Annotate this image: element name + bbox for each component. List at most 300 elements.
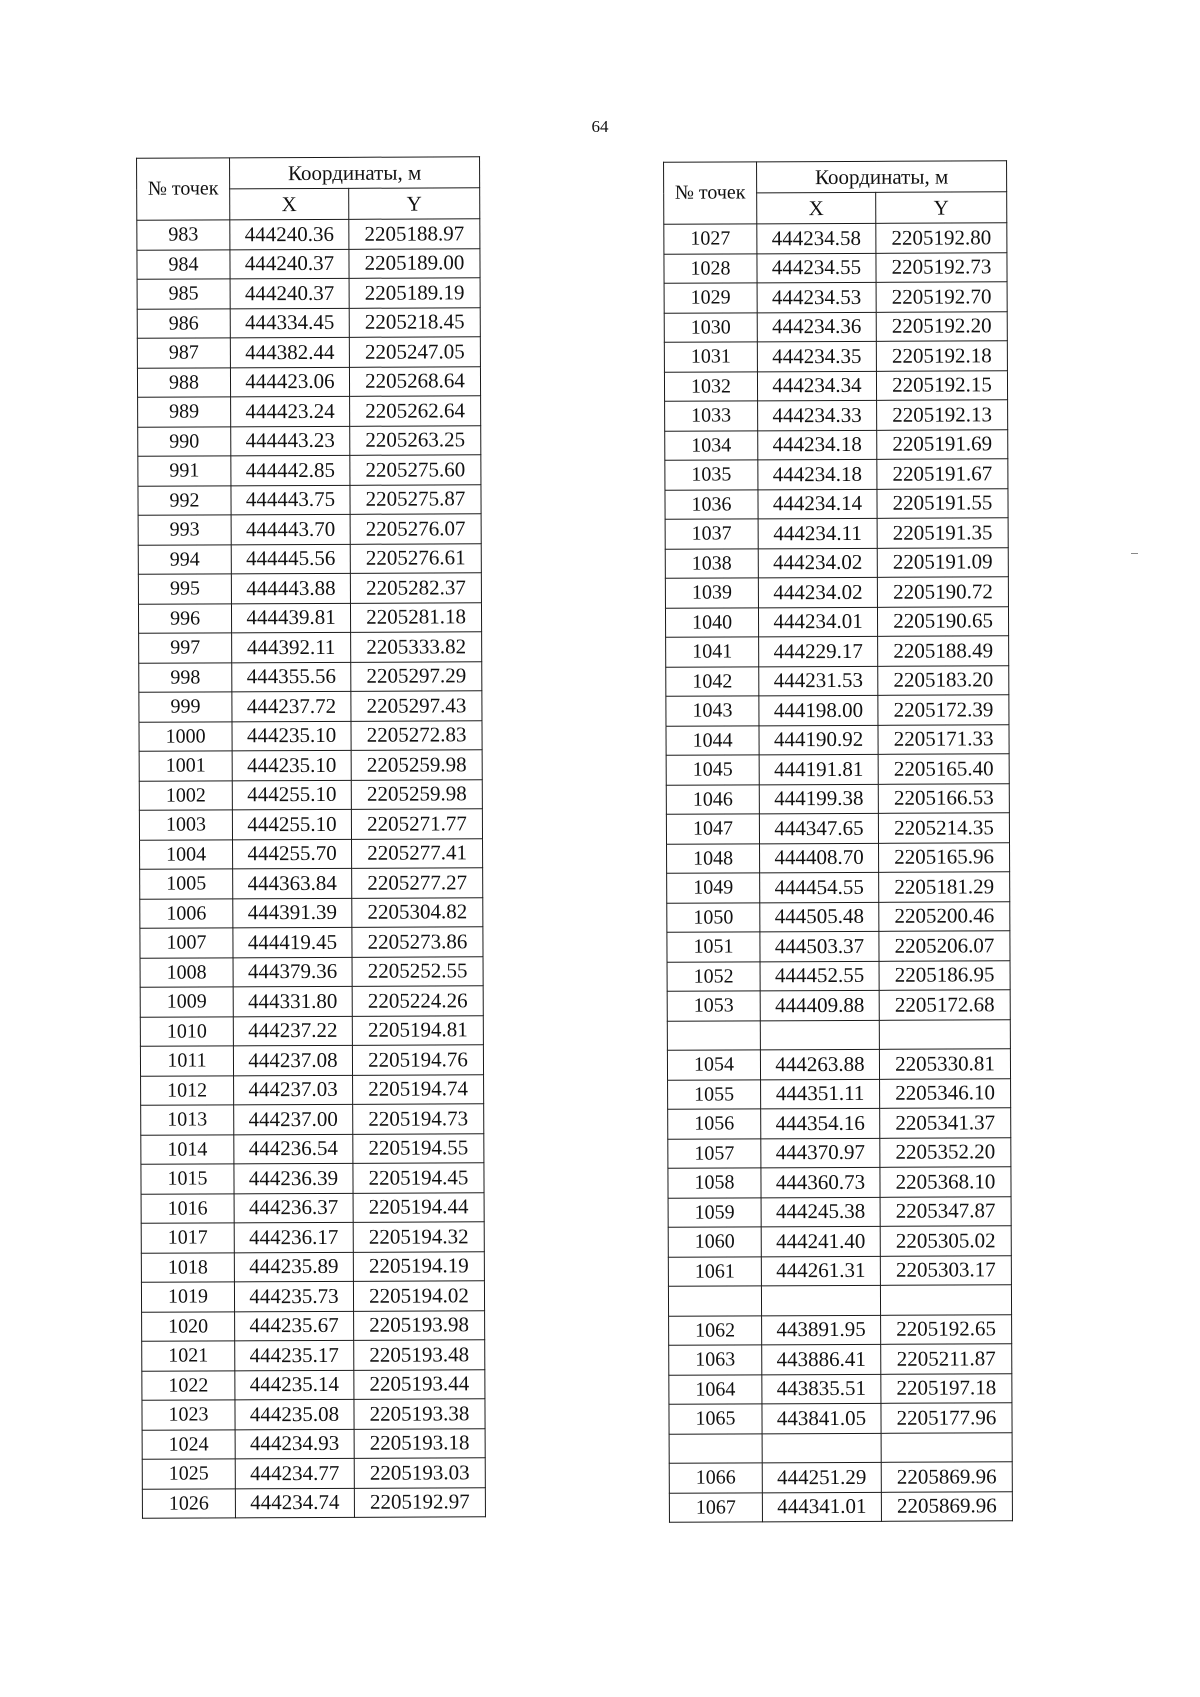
x-coordinate-cell: 444234.93 — [235, 1429, 354, 1459]
x-coordinate-cell: 444236.17 — [234, 1222, 353, 1252]
x-coordinate-cell — [762, 1433, 881, 1463]
table-row — [664, 252, 1007, 283]
y-coordinate-cell: 2205224.26 — [352, 986, 483, 1016]
y-coordinate-cell: 2205191.69 — [877, 429, 1008, 459]
point-number-cell: 986 — [137, 308, 230, 338]
y-coordinate-cell: 2205277.27 — [352, 868, 483, 898]
point-number-cell: 1056 — [668, 1109, 761, 1139]
point-number-cell: 984 — [137, 249, 230, 279]
point-number-cell: 1057 — [668, 1138, 761, 1168]
point-number-cell: 1047 — [666, 814, 759, 844]
table-row — [137, 248, 480, 279]
y-coordinate-cell: 2205297.29 — [351, 661, 482, 691]
point-number-cell: 1048 — [667, 843, 760, 873]
y-coordinate-cell: 2205197.18 — [881, 1373, 1012, 1403]
table-row — [664, 311, 1007, 342]
y-coordinate-cell: 2205191.55 — [877, 488, 1008, 518]
x-coordinate-cell: 444443.23 — [231, 426, 350, 456]
x-coordinate-cell: 444241.40 — [761, 1226, 880, 1256]
scan-speck — [1131, 553, 1138, 554]
table-row — [139, 750, 482, 781]
x-coordinate-cell: 444235.89 — [234, 1252, 353, 1282]
table-row — [666, 724, 1009, 755]
table-row — [142, 1487, 485, 1518]
table-row — [137, 337, 480, 368]
y-coordinate-cell: 2205192.20 — [876, 311, 1007, 341]
point-number-cell: 1045 — [666, 755, 759, 785]
x-coordinate-cell: 444237.03 — [234, 1075, 353, 1105]
x-coordinate-cell: 444236.37 — [234, 1193, 353, 1223]
table-row — [142, 1369, 485, 1400]
x-coordinate-cell: 444423.06 — [230, 367, 349, 397]
table-row — [664, 223, 1007, 254]
y-coordinate-cell: 2205194.02 — [353, 1281, 484, 1311]
y-coordinate-cell: 2205869.96 — [881, 1462, 1012, 1492]
table-row — [667, 960, 1010, 991]
table-row — [140, 1045, 483, 1076]
table-row — [669, 1462, 1012, 1493]
point-number-cell: 1018 — [141, 1252, 234, 1282]
x-coordinate-cell: 444235.17 — [235, 1340, 354, 1370]
point-number-cell: 1049 — [667, 873, 760, 903]
y-coordinate-cell: 2205181.29 — [879, 872, 1010, 902]
table-row — [668, 1078, 1011, 1109]
y-coordinate-cell: 2205188.49 — [878, 636, 1009, 666]
x-coordinate-cell: 444234.11 — [758, 518, 877, 548]
y-coordinate-cell: 2205191.67 — [877, 459, 1008, 489]
x-coordinate-cell: 444237.08 — [233, 1045, 352, 1075]
point-number-cell: 1051 — [667, 932, 760, 962]
y-coordinate-cell: 2205192.13 — [877, 400, 1008, 430]
page-number: 64 — [591, 117, 609, 136]
y-coordinate-cell: 2205305.02 — [880, 1226, 1011, 1256]
table-row — [141, 1163, 484, 1194]
table-row — [138, 573, 481, 604]
x-coordinate-cell: 444454.55 — [760, 872, 879, 902]
table-row — [665, 547, 1008, 578]
x-coordinate-cell: 444382.44 — [230, 337, 349, 367]
y-coordinate-cell: 2205165.40 — [878, 754, 1009, 784]
table-row — [137, 307, 480, 338]
point-number-cell: 997 — [139, 633, 232, 663]
y-coordinate-cell — [880, 1285, 1011, 1315]
y-coordinate-cell: 2205194.81 — [352, 1015, 483, 1045]
table-row — [138, 396, 481, 427]
table-row — [137, 366, 480, 397]
x-coordinate-cell: 444347.65 — [759, 813, 878, 843]
x-coordinate-cell: 444240.36 — [230, 219, 349, 249]
point-number-cell: 1022 — [142, 1370, 235, 1400]
point-number-cell: 1014 — [141, 1134, 234, 1164]
y-coordinate-cell: 2205275.60 — [350, 455, 481, 485]
x-coordinate-cell: 444255.70 — [233, 839, 352, 869]
y-coordinate-cell: 2205276.07 — [350, 514, 481, 544]
point-number-cell: 1000 — [139, 721, 232, 751]
y-coordinate-cell: 2205186.95 — [879, 960, 1010, 990]
table-row — [139, 720, 482, 751]
point-number-header: № точек — [137, 158, 230, 220]
y-coordinate-cell: 2205263.25 — [350, 425, 481, 455]
point-number-cell: 988 — [137, 367, 230, 397]
x-coordinate-cell: 444237.22 — [233, 1016, 352, 1046]
point-number-cell: 1024 — [142, 1429, 235, 1459]
y-coordinate-cell: 2205192.70 — [876, 282, 1007, 312]
table-row — [667, 901, 1010, 932]
x-coordinate-cell: 444363.84 — [233, 868, 352, 898]
point-number-cell: 1046 — [666, 784, 759, 814]
point-number-cell: 1035 — [665, 460, 758, 490]
table-row — [141, 1133, 484, 1164]
table-row — [666, 636, 1009, 667]
table-row — [138, 425, 481, 456]
table-row — [141, 1222, 484, 1253]
y-coordinate-cell — [881, 1432, 1012, 1462]
point-number-cell: 1054 — [667, 1050, 760, 1080]
point-number-cell: 1021 — [142, 1341, 235, 1371]
x-coordinate-cell: 444235.10 — [232, 721, 351, 751]
point-number-cell: 1019 — [141, 1282, 234, 1312]
y-coordinate-cell: 2205368.10 — [880, 1167, 1011, 1197]
point-number-cell: 1029 — [664, 283, 757, 313]
table-row — [140, 1015, 483, 1046]
y-coordinate-cell: 2205194.45 — [353, 1163, 484, 1193]
point-number-cell: 1015 — [141, 1164, 234, 1194]
point-number-cell: 1034 — [665, 430, 758, 460]
y-coordinate-cell: 2205194.55 — [353, 1133, 484, 1163]
x-coordinate-cell: 444452.55 — [760, 961, 879, 991]
table-row — [140, 838, 483, 869]
y-coordinate-cell: 2205193.48 — [354, 1340, 485, 1370]
point-number-cell: 985 — [137, 279, 230, 309]
table-row — [139, 779, 482, 810]
y-coordinate-cell: 2205200.46 — [879, 901, 1010, 931]
point-number-cell: 1026 — [142, 1488, 235, 1518]
point-number-cell — [669, 1433, 762, 1463]
table-row — [138, 514, 481, 545]
x-coordinate-cell: 443886.41 — [762, 1344, 881, 1374]
y-coordinate-cell: 2205192.97 — [354, 1487, 485, 1517]
table-row — [667, 872, 1010, 903]
x-coordinate-cell: 444234.53 — [757, 282, 876, 312]
y-coordinate-cell: 2205252.55 — [352, 956, 483, 986]
point-number-cell: 1005 — [140, 869, 233, 899]
table-row — [664, 282, 1007, 313]
point-number-cell: 1043 — [666, 696, 759, 726]
table-row — [140, 927, 483, 958]
x-coordinate-cell: 444234.33 — [758, 400, 877, 430]
point-number-cell: 1067 — [669, 1492, 762, 1522]
table-row — [669, 1373, 1012, 1404]
table-row — [668, 1108, 1011, 1139]
point-number-cell: 991 — [138, 456, 231, 486]
x-coordinate-cell: 444263.88 — [760, 1049, 879, 1079]
x-coordinate-cell: 444255.10 — [232, 780, 351, 810]
y-coordinate-cell: 2205188.97 — [349, 219, 480, 249]
y-coordinate-cell: 2205211.87 — [881, 1344, 1012, 1374]
x-coordinate-cell: 444234.77 — [235, 1458, 354, 1488]
x-coordinate-cell: 444234.14 — [758, 489, 877, 519]
point-number-cell: 989 — [138, 397, 231, 427]
table-row — [142, 1340, 485, 1371]
x-coordinate-cell: 444341.01 — [762, 1492, 881, 1522]
x-coordinate-cell: 444236.54 — [234, 1134, 353, 1164]
y-coordinate-cell: 2205194.76 — [352, 1045, 483, 1075]
x-header: X — [757, 192, 876, 224]
point-number-cell: 1002 — [139, 780, 232, 810]
point-number-cell: 1006 — [140, 898, 233, 928]
y-coordinate-cell: 2205346.10 — [880, 1078, 1011, 1108]
x-coordinate-cell: 444229.17 — [759, 636, 878, 666]
table-row — [137, 278, 480, 309]
table-body — [664, 223, 1013, 1522]
x-coordinate-cell: 444423.24 — [231, 396, 350, 426]
point-number-cell — [667, 1020, 760, 1050]
point-number-cell: 1041 — [666, 637, 759, 667]
point-number-cell: 1036 — [665, 489, 758, 519]
y-coordinate-cell: 2205352.20 — [880, 1137, 1011, 1167]
point-number-cell: 1012 — [141, 1075, 234, 1105]
point-number-cell: 1040 — [665, 607, 758, 637]
x-coordinate-cell: 444234.55 — [757, 253, 876, 283]
point-number-cell: 1028 — [664, 253, 757, 283]
y-coordinate-cell: 2205194.73 — [353, 1104, 484, 1134]
x-coordinate-cell: 444240.37 — [230, 278, 349, 308]
y-coordinate-cell: 2205183.20 — [878, 665, 1009, 695]
y-coordinate-cell: 2205193.38 — [354, 1399, 485, 1429]
y-coordinate-cell: 2205193.18 — [354, 1428, 485, 1458]
point-number-cell: 1033 — [665, 401, 758, 431]
point-number-cell: 1060 — [668, 1227, 761, 1257]
x-coordinate-cell: 443835.51 — [762, 1374, 881, 1404]
x-coordinate-cell: 444191.81 — [759, 754, 878, 784]
y-coordinate-cell: 2205277.41 — [352, 838, 483, 868]
y-coordinate-cell: 2205259.98 — [351, 750, 482, 780]
point-number-cell: 1052 — [667, 961, 760, 991]
table-row — [142, 1428, 485, 1459]
point-number-cell: 1042 — [666, 666, 759, 696]
y-header: Y — [349, 188, 480, 220]
x-coordinate-cell: 444443.75 — [231, 485, 350, 515]
point-number-cell: 1031 — [664, 342, 757, 372]
point-number-cell: 1053 — [667, 991, 760, 1021]
x-coordinate-cell: 444237.72 — [232, 691, 351, 721]
point-number-cell: 1020 — [142, 1311, 235, 1341]
x-coordinate-cell: 443841.05 — [762, 1403, 881, 1433]
y-coordinate-cell: 2205192.15 — [876, 370, 1007, 400]
y-coordinate-cell: 2205341.37 — [880, 1108, 1011, 1138]
x-coordinate-cell: 444234.34 — [757, 371, 876, 401]
y-coordinate-cell: 2205330.81 — [879, 1049, 1010, 1079]
x-coordinate-cell: 444503.37 — [760, 931, 879, 961]
point-number-cell: 1061 — [668, 1256, 761, 1286]
y-coordinate-cell: 2205272.83 — [351, 720, 482, 750]
x-coordinate-cell: 444234.58 — [757, 223, 876, 253]
x-coordinate-cell: 444234.18 — [758, 459, 877, 489]
x-coordinate-cell: 444439.81 — [231, 603, 350, 633]
y-coordinate-cell: 2205189.00 — [349, 248, 480, 278]
y-coordinate-cell: 2205276.61 — [350, 543, 481, 573]
table-row — [667, 842, 1010, 873]
x-coordinate-cell: 444235.08 — [235, 1399, 354, 1429]
point-number-cell: 987 — [137, 338, 230, 368]
table-row — [669, 1432, 1012, 1463]
x-coordinate-cell: 444379.36 — [233, 957, 352, 987]
x-coordinate-cell: 444505.48 — [760, 902, 879, 932]
point-number-cell: 995 — [138, 574, 231, 604]
point-number-cell: 990 — [138, 426, 231, 456]
x-coordinate-cell: 444443.88 — [231, 573, 350, 603]
point-number-cell: 998 — [139, 662, 232, 692]
x-coordinate-cell: 444198.00 — [759, 695, 878, 725]
table-row — [668, 1137, 1011, 1168]
table-row — [141, 1281, 484, 1312]
point-number-cell: 1009 — [140, 987, 233, 1017]
point-number-cell: 1017 — [141, 1223, 234, 1253]
y-coordinate-cell: 2205171.33 — [878, 724, 1009, 754]
y-coordinate-cell: 2205275.87 — [350, 484, 481, 514]
y-coordinate-cell: 2205206.07 — [879, 931, 1010, 961]
y-coordinate-cell: 2205166.53 — [878, 783, 1009, 813]
y-coordinate-cell: 2205191.35 — [877, 518, 1008, 548]
point-number-cell: 1055 — [668, 1079, 761, 1109]
x-coordinate-cell: 444231.53 — [759, 666, 878, 696]
x-coordinate-cell: 444443.70 — [231, 514, 350, 544]
y-coordinate-cell: 2205177.96 — [881, 1403, 1012, 1433]
point-number-cell: 1065 — [669, 1404, 762, 1434]
x-coordinate-cell: 444234.02 — [758, 577, 877, 607]
y-coordinate-cell: 2205193.98 — [354, 1310, 485, 1340]
point-number-cell: 1013 — [141, 1105, 234, 1135]
y-coordinate-cell: 2205214.35 — [878, 813, 1009, 843]
table-row — [668, 1255, 1011, 1286]
point-number-cell: 1032 — [664, 371, 757, 401]
y-coordinate-cell: 2205194.74 — [353, 1074, 484, 1104]
table-row — [140, 986, 483, 1017]
x-coordinate-cell: 444234.35 — [757, 341, 876, 371]
point-number-cell: 1064 — [669, 1374, 762, 1404]
y-coordinate-cell: 2205247.05 — [349, 337, 480, 367]
y-coordinate-cell: 2205281.18 — [350, 602, 481, 632]
y-coordinate-cell: 2205262.64 — [350, 396, 481, 426]
x-coordinate-cell: 444240.37 — [230, 249, 349, 279]
point-number-cell: 1011 — [140, 1046, 233, 1076]
table-row — [668, 1167, 1011, 1198]
table-row — [142, 1310, 485, 1341]
point-number-cell: 1016 — [141, 1193, 234, 1223]
table-row — [137, 219, 480, 250]
table-row — [141, 1104, 484, 1135]
table-row — [142, 1458, 485, 1489]
table-row — [142, 1399, 485, 1430]
table-row — [666, 813, 1009, 844]
table-row — [665, 606, 1008, 637]
x-coordinate-cell: 443891.95 — [762, 1315, 881, 1345]
x-coordinate-cell: 444255.10 — [232, 809, 351, 839]
table-row — [667, 990, 1010, 1021]
point-number-cell: 1007 — [140, 928, 233, 958]
table-row — [138, 484, 481, 515]
point-number-cell: 1027 — [664, 224, 757, 254]
y-coordinate-cell: 2205271.77 — [351, 809, 482, 839]
x-coordinate-cell: 444445.56 — [231, 544, 350, 574]
table-row — [666, 665, 1009, 696]
point-number-cell: 1023 — [142, 1400, 235, 1430]
table-row — [667, 1049, 1010, 1080]
table-row — [141, 1192, 484, 1223]
coordinates-table-right — [663, 160, 1013, 1522]
table-row — [665, 577, 1008, 608]
table-row — [666, 754, 1009, 785]
y-coordinate-cell: 2205193.03 — [354, 1458, 485, 1488]
y-coordinate-cell: 2205333.82 — [351, 632, 482, 662]
y-header: Y — [876, 192, 1007, 224]
point-number-cell: 1062 — [669, 1315, 762, 1345]
point-number-cell: 1038 — [665, 548, 758, 578]
table-row — [140, 897, 483, 928]
table-row — [664, 370, 1007, 401]
y-coordinate-cell: 2205869.96 — [881, 1491, 1012, 1521]
y-coordinate-cell: 2205304.82 — [352, 897, 483, 927]
y-coordinate-cell: 2205191.09 — [877, 547, 1008, 577]
point-number-cell: 1058 — [668, 1168, 761, 1198]
y-coordinate-cell: 2205194.32 — [353, 1222, 484, 1252]
x-coordinate-cell: 444409.88 — [760, 990, 879, 1020]
x-coordinate-cell: 444199.38 — [759, 784, 878, 814]
table-row — [139, 661, 482, 692]
x-coordinate-cell — [761, 1285, 880, 1315]
x-coordinate-cell: 444419.45 — [233, 927, 352, 957]
y-coordinate-cell: 2205194.19 — [353, 1251, 484, 1281]
point-number-cell: 1050 — [667, 902, 760, 932]
table-row — [138, 455, 481, 486]
x-coordinate-cell: 444261.31 — [761, 1256, 880, 1286]
y-coordinate-cell: 2205165.96 — [879, 842, 1010, 872]
x-coordinate-cell: 444370.97 — [761, 1138, 880, 1168]
point-number-cell: 1044 — [666, 725, 759, 755]
table-row — [669, 1491, 1012, 1522]
table-row — [669, 1403, 1012, 1434]
table-row — [139, 691, 482, 722]
x-coordinate-cell — [760, 1020, 879, 1050]
y-coordinate-cell: 2205193.44 — [354, 1369, 485, 1399]
point-number-cell: 996 — [138, 603, 231, 633]
y-coordinate-cell: 2205172.39 — [878, 695, 1009, 725]
table-row — [666, 695, 1009, 726]
coordinates-header: Координаты, м — [230, 157, 480, 189]
table-row — [138, 543, 481, 574]
table-row — [139, 809, 482, 840]
point-number-cell: 1003 — [139, 810, 232, 840]
table-row — [141, 1074, 484, 1105]
table-row — [669, 1314, 1012, 1345]
x-coordinate-cell: 444245.38 — [761, 1197, 880, 1227]
x-coordinate-cell: 444360.73 — [761, 1167, 880, 1197]
point-number-cell: 1037 — [665, 519, 758, 549]
table-row — [140, 868, 483, 899]
table-row — [669, 1344, 1012, 1375]
table-row — [665, 400, 1008, 431]
point-number-cell: 992 — [138, 485, 231, 515]
table-row — [139, 632, 482, 663]
y-coordinate-cell: 2205190.65 — [877, 606, 1008, 636]
table-row — [666, 783, 1009, 814]
table-row — [667, 931, 1010, 962]
point-number-cell: 1001 — [139, 751, 232, 781]
point-number-cell: 993 — [138, 515, 231, 545]
coordinates-table-left — [136, 156, 486, 1518]
x-coordinate-cell: 444235.14 — [235, 1370, 354, 1400]
x-coordinate-cell: 444234.36 — [757, 312, 876, 342]
